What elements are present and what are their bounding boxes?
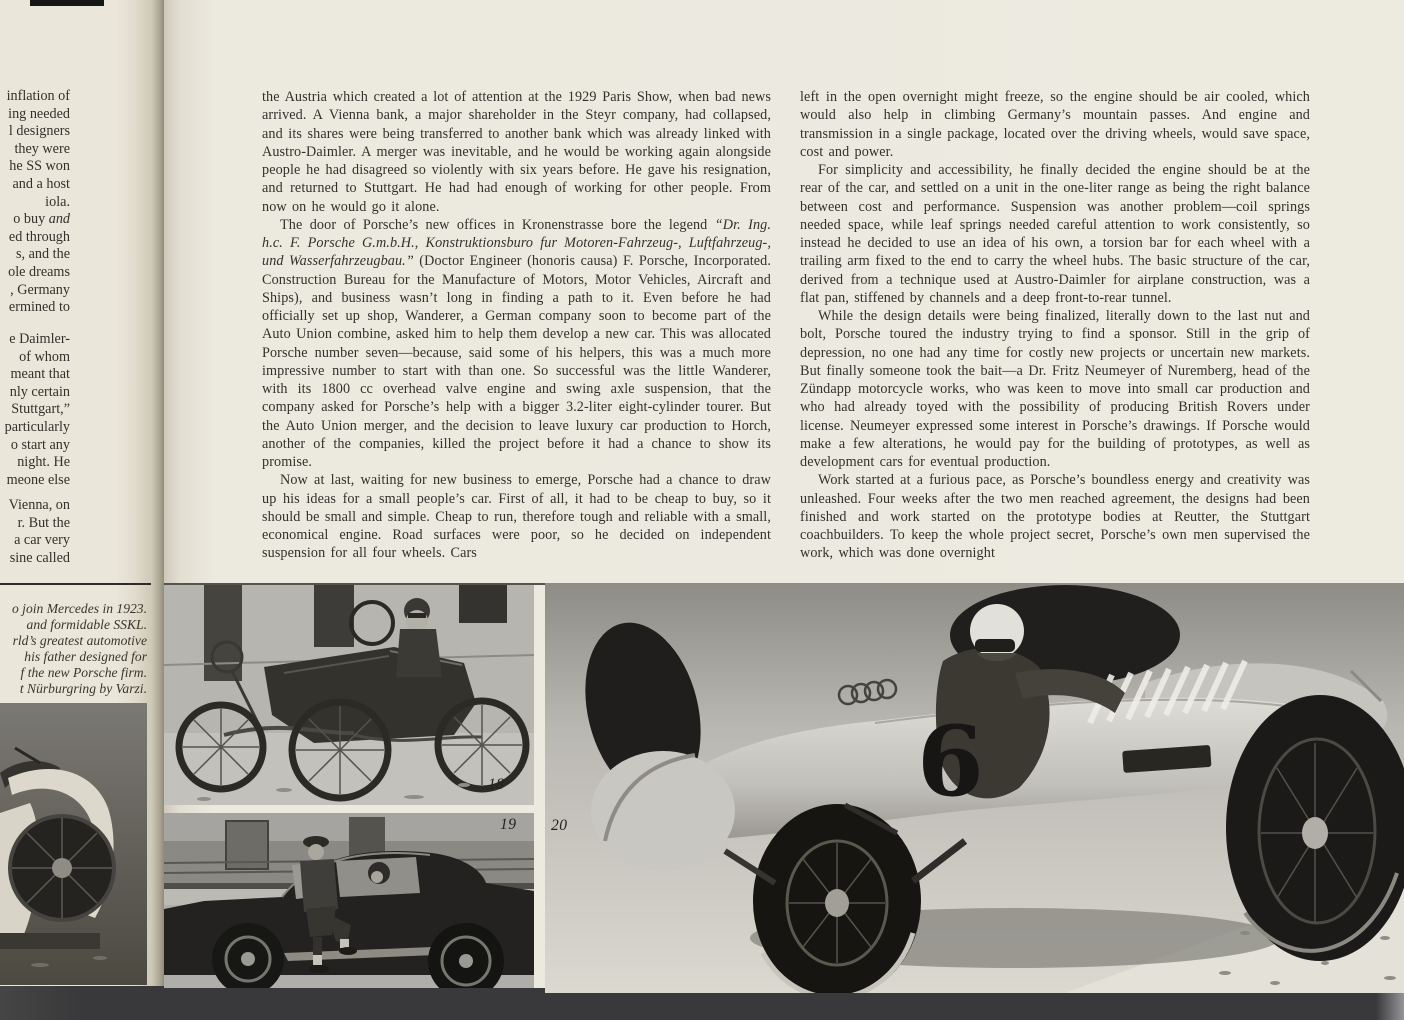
fragment-line <box>0 349 70 367</box>
race-number: 6 <box>917 705 984 818</box>
fragment-line <box>0 384 70 402</box>
text-segment: meone else <box>6 471 70 488</box>
facing-photo-illustration <box>0 703 147 985</box>
fragment-line <box>0 194 70 212</box>
fragment-line <box>0 211 70 229</box>
caption-line: t Nürburgring by Varzi. <box>19 680 147 696</box>
fragment-line <box>0 264 70 282</box>
text-segment: a car very <box>14 532 70 549</box>
text-segment: particularly <box>4 418 70 435</box>
paragraph <box>800 88 1310 161</box>
fragment-line <box>0 229 70 247</box>
text-segment: of whom <box>19 348 70 365</box>
text-segment: and <box>48 211 70 228</box>
text-segment: s, and the <box>16 246 70 263</box>
fragment-line <box>0 419 70 437</box>
text-segment: meant that <box>10 366 70 383</box>
fragment-line <box>0 282 70 300</box>
fragment-line <box>0 246 70 264</box>
text-segment: e Daimler- <box>9 331 70 347</box>
text-segment: Vienna, on <box>8 497 70 513</box>
text-segment: the Austria which created a lot of attention at the 1929 Paris Show, when bad news arrived. A Vienna bank, a major shareholder in the Steyr company, had collapsed, and its shares were being transferred to another bank which was already linked with Austro-Daimler. A merger was inevitable, and he would be working again alongside people he had disagreed so violently with six years before. He gave his resignation, and returned to Stuttgart. He had had enough of working for other people. From now on he would go it alone. <box>262 89 771 215</box>
text-segment: l designers <box>8 123 70 140</box>
facing-photo-image <box>0 703 147 985</box>
paragraph <box>262 216 771 472</box>
fragment-line <box>0 106 70 124</box>
photo-18-illustration <box>164 585 534 805</box>
fragment-line <box>0 401 70 419</box>
fragment-line <box>0 515 70 533</box>
text-segment: , Germany <box>10 281 70 298</box>
facing-text-fragment-bottom <box>0 497 70 567</box>
photo-caption-fragment <box>0 601 147 696</box>
text-segment: o buy <box>13 211 49 228</box>
photo-18-label: 18 <box>488 776 505 793</box>
fragment-line <box>0 176 70 194</box>
text-segment: ermined to <box>8 299 70 316</box>
caption-line: his father designed for <box>24 648 147 664</box>
fragment-line <box>0 299 70 317</box>
text-segment: While the design details were being finalized, literally down to the last nut and bolt, Porsche toured the industry trying to find a sponsor. Still in the grip of depression, no one had any time for costly new projects or uncertain new markets. But finally someone took the bait—a Dr. Fritz Neumeyer of Nuremberg, head of the Zündapp motorcycle works, who was keen to move into small car production and who had already toyed with the possibility of producing British Rovers under license. Neumeyer expressed some interest in Porsche’s drawings. If Porsche would make a few alterations, he would pay for the building of prototypes, as well as development cars for eventual production. <box>800 308 1310 470</box>
text-segment: they were <box>14 140 70 157</box>
scan-edge-notch <box>30 0 104 6</box>
text-segment: night. He <box>17 454 70 471</box>
text-segment: The door of Porsche’s new offices in Kronenstrasse bore the legend <box>280 216 715 233</box>
fragment-line <box>0 331 70 349</box>
text-segment: Work started at a furious pace, as Porsche’s boundless energy and creativity was unleashed. Four weeks after the two men reached agreement, the designs had been finished and work started on the prototype bodies at Reutter, the Stuttgart coachbuilders. To keep the whole project secret, Porsche’s own men supervised the work, which was done overnight <box>800 472 1310 562</box>
paragraph <box>800 307 1310 471</box>
text-segment: ing needed <box>8 105 70 122</box>
fragment-line <box>0 88 70 106</box>
caption-line: f the new Porsche firm. <box>20 664 147 680</box>
text-segment: ed through <box>8 228 70 245</box>
text-segment: iola. <box>45 193 70 210</box>
photo-18-image <box>164 585 534 805</box>
text-segment: “Dr. Ing. h.c. F. Porsche G.m.b.H., Konstruktionsburo fur Motoren-Fahrzeug-, Luftfahrzeug-, und Wasserfahrzeugbau.” <box>262 216 771 270</box>
fragment-line <box>0 366 70 384</box>
fragment-line <box>0 123 70 141</box>
caption-line: and formidable SSKL. <box>26 616 147 632</box>
text-segment: nly certain <box>9 383 70 400</box>
caption-line: rld’s greatest automotive <box>12 632 147 648</box>
photo-20-illustration <box>545 583 1404 993</box>
fragment-line <box>0 472 70 490</box>
photo-19-illustration <box>164 813 534 988</box>
fragment-line <box>0 158 70 176</box>
fragment-line <box>0 141 70 159</box>
text-segment: inflation of <box>6 88 70 104</box>
photo-19-image <box>164 813 534 988</box>
text-segment: he SS won <box>9 158 70 175</box>
photo-19-label: 19 <box>500 816 517 833</box>
text-segment: r. But the <box>17 514 70 531</box>
text-segment: and a host <box>12 175 70 192</box>
text-segment: ole dreams <box>8 263 70 280</box>
photo-20-image <box>545 583 1404 993</box>
caption-divider-rule <box>0 583 151 585</box>
facing-text-fragment-top <box>0 88 70 317</box>
paragraph <box>800 161 1310 307</box>
fragment-line <box>0 454 70 472</box>
fragment-line <box>0 437 70 455</box>
text-segment: Now at last, waiting for new business to emerge, Porsche had a chance to draw up his ideas for a small people’s car. First of all, it had to be cheap to buy, so it should be small and simple. Cheap to run, therefore tough and reliable with a small, economical engine. Road surfaces were poor, so he decided on independent suspension for all four wheels. Cars <box>262 472 771 562</box>
paragraph <box>262 471 771 562</box>
text-segment: o start any <box>10 436 70 453</box>
text-segment: Stuttgart,” <box>11 401 70 418</box>
fragment-line <box>0 550 70 568</box>
text-segment: (Doctor Engineer (honoris causa) F. Porsche, Incorporated. Construction Bureau for the Manufacture of Motors, Motor Vehicles, Aircraft and Ships), and business wasn’t long in finding a path to it. Even before he had officially set up shop, Wanderer, a German company soon to become part of the Auto Union combine, asked him to help them develop a new car. This was allocated Porsche number seven—because, said some of his helpers, this was a much more impressive number to start with than one. So successful was the little Wanderer, with its 1800 cc overhead valve engine and swing axle suspension, that the company asked for Porsche’s help with a bigger 3.2-liter eight-cylinder tourer. But the Auto Union merger, and the decision to leave luxury car production to Horch, another of the companies, killed the project before it had a chance to show its promise. <box>262 253 772 470</box>
facing-text-fragment-middle <box>0 331 70 489</box>
fragment-line <box>0 497 70 515</box>
paragraph <box>800 471 1310 562</box>
caption-line: o join Mercedes in 1923. <box>11 601 147 616</box>
paragraph <box>262 88 771 216</box>
text-segment: left in the open overnight might freeze, so the engine should be air cooled, which would also help in climbing Germany’s mountain passes. And engine and transmission in a single package, located over the driving wheels, would save space, cost and power. <box>800 89 1310 160</box>
text-segment: sine called <box>9 549 70 566</box>
text-segment: For simplicity and accessibility, he finally decided the engine should be at the rear of the car, and settled on a unit in the one-liter range as being the right balance between cost and performance. Suspension was another problem—coil springs needed space, while leaf springs needed careful attention to work consistently, so instead he decided to use an idea of his own, a torsion bar for each wheel with a trailing arm fixed to the end to carry the wheel hubs. The basic structure of the car, derived from a technique used at Austro-Daimler for airplane construction, was a flat pan, stiffened by channels and a deep front-to-rear tunnel. <box>800 162 1310 306</box>
article-column-left <box>262 88 771 563</box>
fragment-line <box>0 532 70 550</box>
photo-20-label: 20 <box>551 817 568 834</box>
article-column-right <box>800 88 1310 563</box>
